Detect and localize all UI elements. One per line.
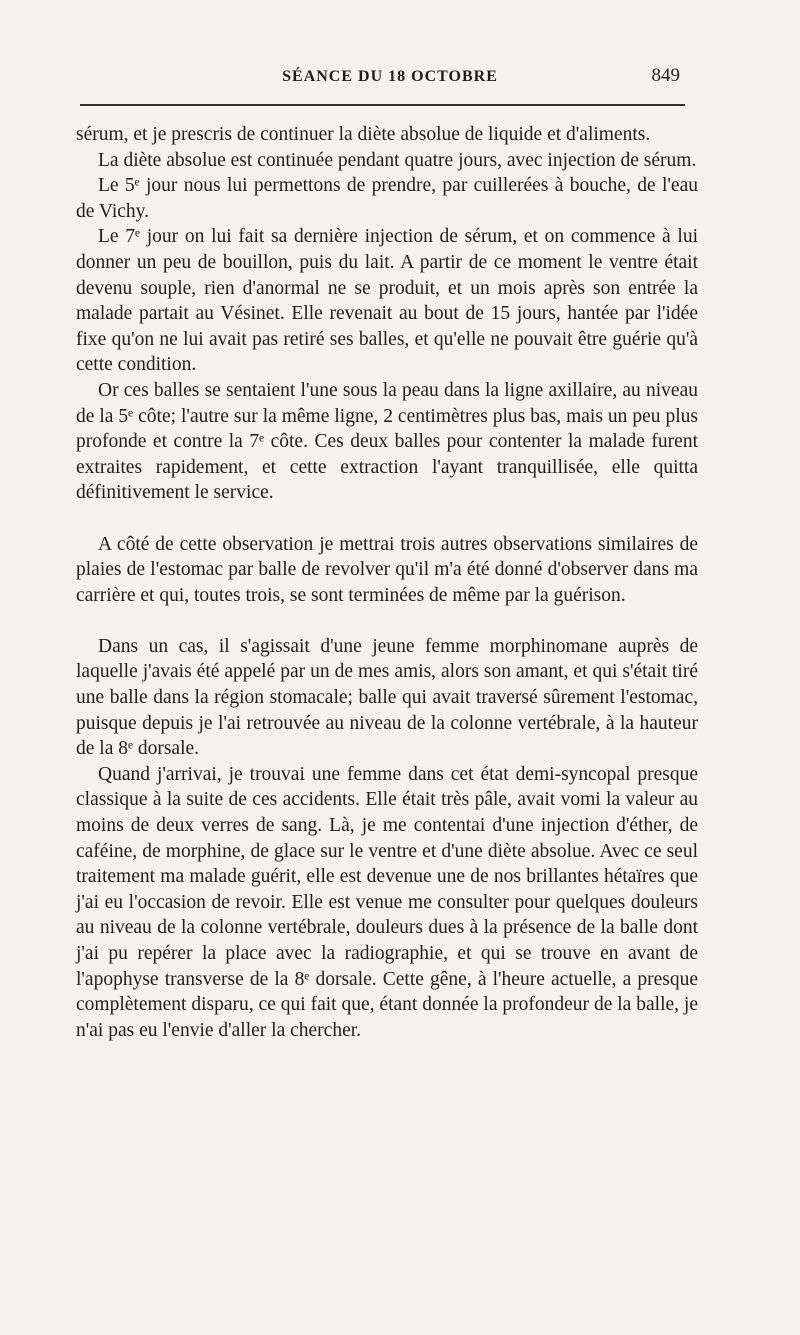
paragraph-5: Or ces balles se sentaient l'une sous la peau dans la ligne axillaire, au niveau de la 5ᵉ côte; l'autre sur la même ligne, 2 centimètres plus bas, mais un peu plus profonde et contre la 7ᵉ côte. Ces deux balles pour contenter la malade furent extraites rapidement, et cette extraction l'ayant tranquillisée, elle quitta définitivement le service.	[76, 379, 698, 504]
paragraph-6: A côté de cette observation je mettrai trois autres observations similaires de plaies de l'estomac par balle de revolver qu'il m'a été donné d'observer dans ma carrière et qui, toutes trois, se sont terminées de même par la guérison.	[76, 533, 698, 606]
body-text	[76, 122, 698, 1043]
paragraph-7: Dans un cas, il s'agissait d'une jeune femme morphinomane auprès de laquelle j'avais été appelé par un de mes amis, alors son amant, et qui s'était tiré une balle dans la région stomacale; balle qui avait traversé sûrement l'estomac, puisque depuis je l'ai retrouvée au niveau de la colonne vertébrale, à la hauteur de la 8ᵉ dorsale.	[76, 635, 698, 760]
paragraph-3: Le 5ᵉ jour nous lui permettons de prendre, par cuillerées à bouche, de l'eau de Vichy.	[76, 175, 698, 222]
paragraph-2: La diète absolue est continuée pendant quatre jours, avec injection de sérum.	[98, 149, 697, 171]
paragraph-4: Le 7ᵉ jour on lui fait sa dernière injection de sérum, et on commence à lui donner un peu de bouillon, puis du lait. A partir de ce moment le ventre était devenu souple, rien d'anormal ne se produit, et un mois après son entrée la malade partait au Vésinet. Elle revenait au bout de 15 jours, hantée par l'idée fixe qu'on ne lui avait pas retiré ses balles, et qu'elle ne pouvait être guérie qu'à cette condition.	[76, 226, 698, 376]
header-title: SÉANCE DU 18 OCTOBRE	[282, 68, 498, 85]
header-rule	[80, 104, 685, 106]
running-header	[80, 65, 700, 94]
paragraph-8: Quand j'arrivai, je trouvai une femme dans cet état demi-syncopal presque classique à la suite de ces accidents. Elle était très pâle, avait vomi la valeur au moins de deux verres de sang. Là, je me contentai d'une injection d'éther, de caféine, de morphine, de glace sur le ventre et d'une diète absolue. Avec ce seul traitement ma malade guérit, elle est devenue une de nos brillantes hétaïres que j'ai eu l'occasion de revoir. Elle est venue me consulter pour quelques douleurs au niveau de la colonne vertébrale, douleurs dues à la présence de la balle dont j'ai pu repérer la place avec la radiographie, et qui se trouve en avant de l'apophyse transverse de la 8ᵉ dorsale. Cette gêne, à l'heure actuelle, a presque complètement disparu, ce qui fait que, étant donnée la profondeur de la balle, je n'ai pas eu l'envie d'aller la chercher.	[76, 763, 698, 1041]
paragraph-1: sérum, et je prescris de continuer la diète absolue de liquide et d'aliments.	[76, 124, 651, 145]
page-number: 849	[651, 65, 680, 86]
